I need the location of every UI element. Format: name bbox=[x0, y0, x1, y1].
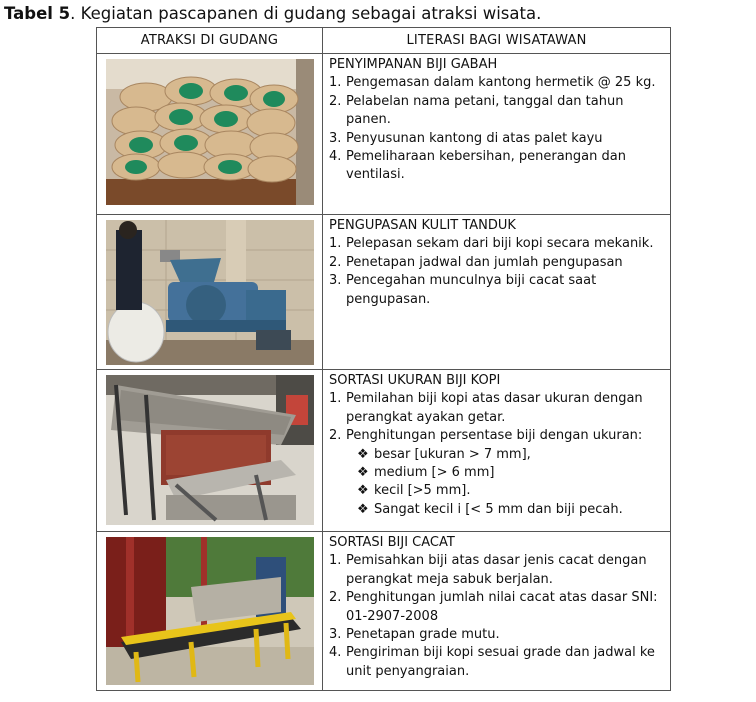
table-caption bbox=[4, 3, 541, 25]
literacy-cell bbox=[323, 215, 671, 370]
list-item: ❖ besar [ukuran > 7 mm], bbox=[357, 446, 664, 464]
table-row bbox=[97, 370, 671, 532]
diamond-bullet-icon: ❖ bbox=[357, 446, 369, 462]
list-item: 1. Pemilahan biji kopi atas dasar ukuran dengan perangkat ayakan getar. bbox=[329, 391, 643, 425]
section-title: PENYIMPANAN BIJI GABAH bbox=[329, 57, 498, 72]
list-item: 3. Penyusunan kantong di atas palet kayu bbox=[329, 130, 603, 146]
caption-label: Tabel 5 bbox=[4, 4, 71, 23]
diamond-bullet-icon: ❖ bbox=[357, 465, 369, 481]
image-cell bbox=[97, 370, 323, 532]
table-header-row bbox=[97, 28, 671, 54]
caption-text: . Kegiatan pascapanen di gudang sebagai atraksi wisata. bbox=[70, 4, 542, 23]
section-title: SORTASI UKURAN BIJI KOPI bbox=[329, 373, 501, 388]
col-header-literacy: LITERASI BAGI WISATAWAN bbox=[323, 28, 671, 54]
photo-bag-storage bbox=[106, 59, 314, 205]
table-row bbox=[97, 54, 671, 215]
item-list bbox=[329, 552, 664, 681]
list-item: 3. Pencegahan munculnya biji cacat saat pengupasan. bbox=[329, 273, 597, 307]
size-category-list bbox=[329, 446, 664, 520]
photo-conveyor-belt bbox=[106, 537, 314, 685]
section-title: SORTASI BIJI CACAT bbox=[329, 535, 455, 550]
item-list bbox=[329, 74, 664, 184]
image-cell bbox=[97, 532, 323, 691]
literacy-cell bbox=[323, 532, 671, 691]
list-item: 1. Pengemasan dalam kantong hermetik @ 25 kg. bbox=[329, 75, 656, 91]
list-item: ❖ Sangat kecil i [< 5 mm dan biji pecah. bbox=[357, 501, 664, 519]
list-item: 2. Penghitungan jumlah nilai cacat atas dasar SNI: 01-2907-2008 bbox=[329, 590, 658, 624]
list-item: ❖ kecil [>5 mm]. bbox=[357, 482, 664, 500]
list-item: 3. Penetapan grade mutu. bbox=[329, 627, 500, 643]
list-item: 2. Penghitungan persentase biji dengan ukuran: bbox=[329, 428, 643, 444]
table-row bbox=[97, 215, 671, 370]
list-item: 4. Pemeliharaan kebersihan, penerangan dan ventilasi. bbox=[329, 149, 626, 183]
diamond-bullet-icon: ❖ bbox=[357, 501, 369, 517]
photo-huller-machine bbox=[106, 220, 314, 365]
item-list bbox=[329, 235, 664, 309]
postharvest-table bbox=[96, 27, 671, 691]
item-list bbox=[329, 390, 664, 445]
list-item: ❖ medium [> 6 mm] bbox=[357, 464, 664, 482]
image-cell bbox=[97, 54, 323, 215]
list-item: 1. Pemisahkan biji atas dasar jenis cacat dengan perangkat meja sabuk berjalan. bbox=[329, 553, 647, 587]
section-title: PENGUPASAN KULIT TANDUK bbox=[329, 218, 516, 233]
photo-vibrating-sieve bbox=[106, 375, 314, 525]
col-header-attraction: ATRAKSI DI GUDANG bbox=[97, 28, 323, 54]
list-item: 2. Pelabelan nama petani, tanggal dan tahun panen. bbox=[329, 93, 624, 128]
table-row bbox=[97, 532, 671, 691]
diamond-bullet-icon: ❖ bbox=[357, 483, 369, 499]
literacy-cell bbox=[323, 370, 671, 532]
literacy-cell bbox=[323, 54, 671, 215]
image-cell bbox=[97, 215, 323, 370]
list-item: 1. Pelepasan sekam dari biji kopi secara mekanik. bbox=[329, 236, 654, 252]
list-item: 2. Penetapan jadwal dan jumlah pengupasan bbox=[329, 254, 623, 270]
list-item: 4. Pengiriman biji kopi sesuai grade dan jadwal ke unit penyangraian. bbox=[329, 645, 655, 679]
